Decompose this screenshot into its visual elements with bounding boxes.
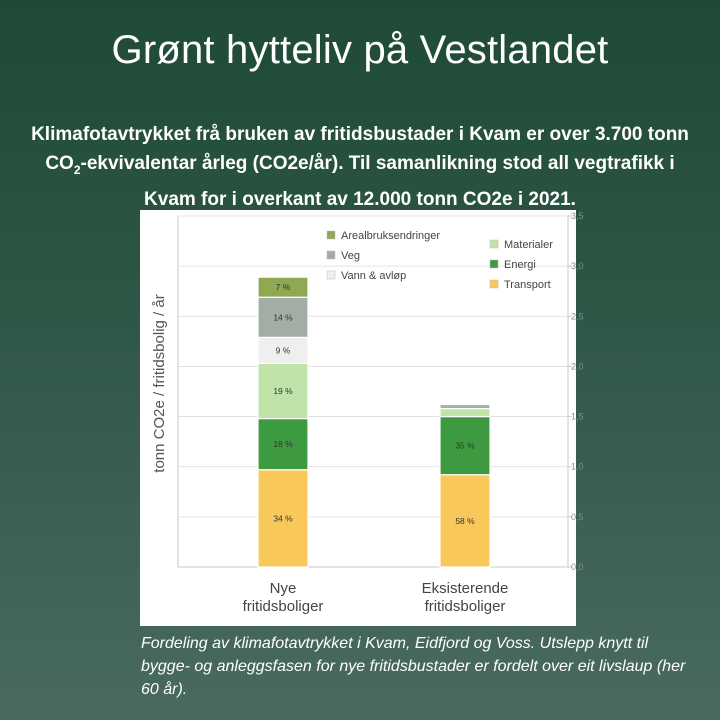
bar-segment [440,409,490,417]
chart-caption: Fordeling av klimafotavtrykket i Kvam, Eidfjord og Voss. Utslepp knytt til bygge- og anleggsfasen for nye fritidsbustader er fordelt over eit livslaup (her 60 år). [141,635,686,698]
legend-label: Transport [504,279,551,291]
slide-subtitle [20,120,700,214]
y-tick-label: 3,0 [571,261,584,272]
bar-data-label: 19 % [273,385,293,396]
legend-swatch [327,271,335,279]
subtitle-subscript: 2 [73,162,81,177]
y-axis-label: tonn CO2e / fritidsbolig / år [151,294,168,473]
slide-title: Grønt hytteliv på Vestlandet [111,28,609,72]
y-tick-label: 1,5 [571,411,584,422]
bar-data-label: 35 % [455,440,475,451]
legend-swatch [327,231,335,239]
legend-swatch [490,280,498,288]
bar-segment [440,405,490,409]
bar-data-label: 34 % [273,513,293,524]
y-tick-label: 3,5 [571,211,584,221]
x-category-label: Nye [269,580,297,597]
stacked-bar-chart [140,210,584,626]
y-tick-label: 0,5 [571,511,584,522]
legend-label: Materialer [504,239,553,251]
bar-data-label: 14 % [273,312,293,323]
y-tick-label: 1,0 [571,461,584,472]
bar-data-label: 7 % [275,282,291,293]
bar-data-label: 58 % [455,515,475,526]
chart-card [140,210,584,626]
legend-label: Energi [504,259,536,271]
bar-data-label: 9 % [275,345,291,356]
x-category-label: fritidsboliger [424,598,506,615]
bar-data-label: 18 % [273,439,293,450]
y-tick-label: 0,0 [571,562,584,572]
legend-label: Vann & avløp [341,270,407,282]
y-tick-label: 2,5 [571,311,584,322]
legend-label: Veg [341,250,360,262]
y-tick-label: 2,0 [571,361,584,372]
legend-swatch [490,260,498,268]
legend-swatch [327,251,335,259]
x-category-label: Eksisterende [421,580,509,597]
subtitle-part-1: Klimafotavtrykket frå bruken av fritidsbustader i Kvam er over 3.700 tonn CO [31,124,689,174]
legend-swatch [490,240,498,248]
legend-label: Arealbruksendringer [341,230,441,242]
subtitle-part-2: -ekvivalentar årleg (CO2e/år). Til samanlikning stod all vegtrafikk i Kvam for i overkant av 12.000 tonn CO2e i 2021. [80,153,675,210]
x-category-label: fritidsboliger [242,598,324,615]
